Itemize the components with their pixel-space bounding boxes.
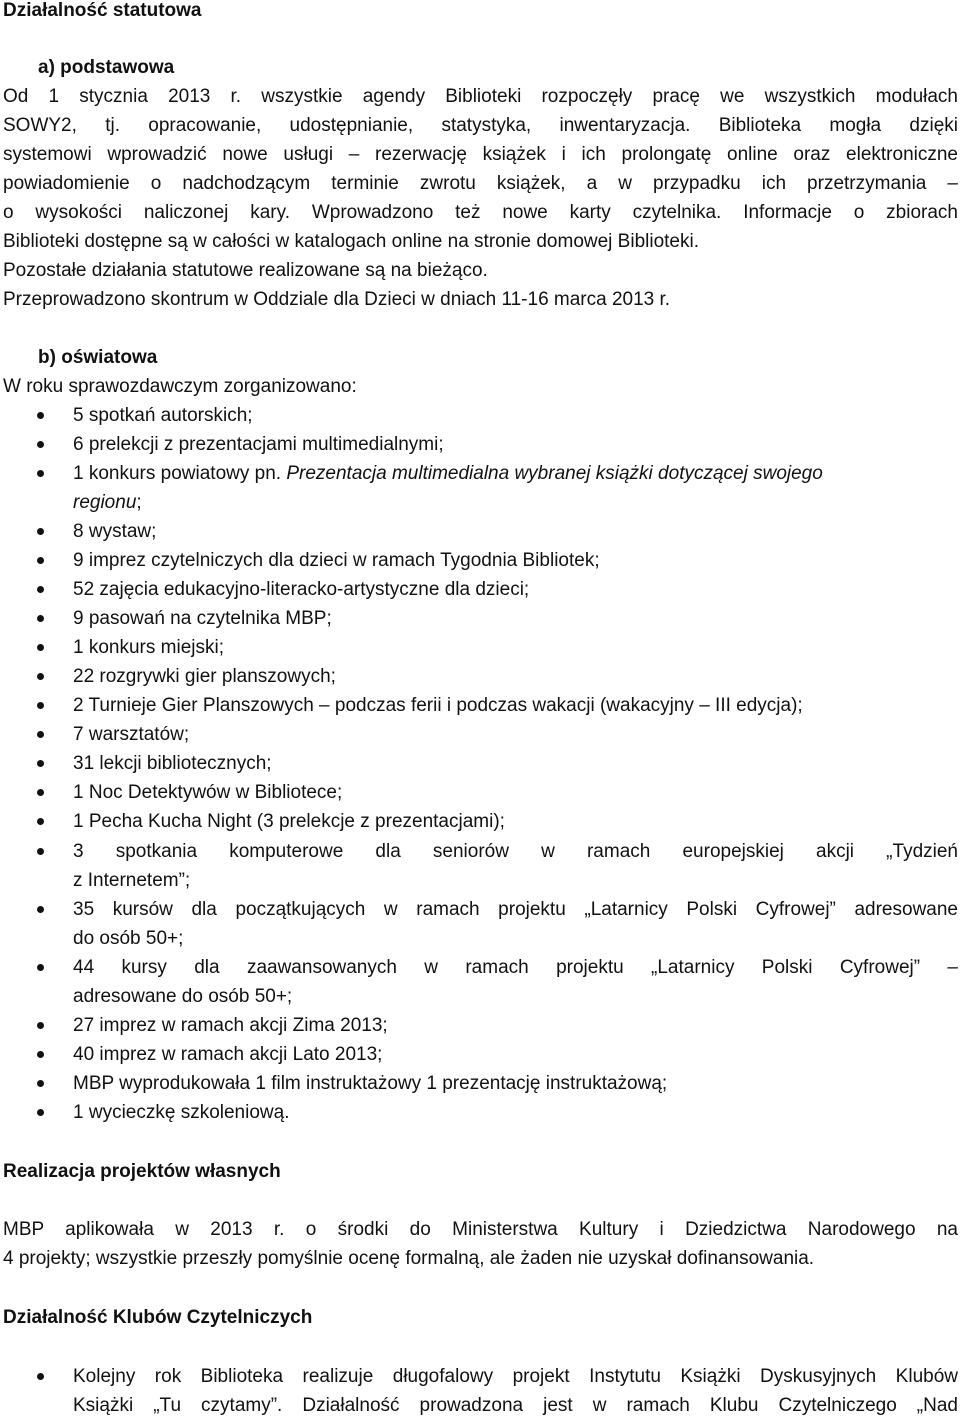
bullet-dot (37, 528, 44, 535)
bullet-dot (37, 644, 44, 651)
list-item: 8 wystaw; (73, 521, 157, 542)
list-item-text: ; (136, 492, 142, 513)
list-item-continuation: Książki „Tu czytamy”. Działalność prowadzona jest w ramach Klubu Czytelniczego „Nad (73, 1395, 958, 1416)
bullet-dot (37, 760, 44, 767)
heading-clubs: Działalność Klubów Czytelniczych (3, 1307, 313, 1328)
paragraph-projects-line: 4 projekty; wszystkie przeszły pomyślnie ocenę formalną, ale żaden nie uzyskał dofinansowania. (3, 1248, 815, 1269)
list-item-continuation: z Internetem”; (73, 870, 191, 891)
bullet-dot (37, 412, 44, 419)
bullet-dot (37, 818, 44, 825)
paragraph-a-line: Biblioteki dostępne są w całości w katalogach online na stronie domowej Biblioteki. (3, 231, 699, 252)
list-item: 35 kursów dla początkujących w ramach projektu „Latarnicy Polski Cyfrowej” adresowane (73, 899, 958, 920)
bullet-dot (37, 731, 44, 738)
list-item: Kolejny rok Biblioteka realizuje długofalowy projekt Instytutu Książki Dyskusyjnych Klubów (73, 1366, 958, 1387)
bullet-dot (37, 1373, 44, 1380)
list-item: 44 kursy dla zaawansowanych w ramach projektu „Latarnicy Polski Cyfrowej” – (73, 957, 958, 978)
list-item: 6 prelekcji z prezentacjami multimedialnymi; (73, 434, 444, 455)
subheading-b: b) oświatowa (38, 347, 158, 368)
list-item: 9 imprez czytelniczych dla dzieci w ramach Tygodnia Bibliotek; (73, 550, 600, 571)
bullet-dot (37, 702, 44, 709)
paragraph-a-line: systemowi wprowadzić nowe usługi – rezerwację książek i ich prolongatę online oraz elektroniczne (3, 144, 958, 165)
bullet-dot (37, 1109, 44, 1116)
paragraph-a-line: SOWY2, tj. opracowanie, udostępnianie, statystyka, inwentaryzacja. Biblioteka mogła dzięki (3, 115, 958, 136)
intro-b: W roku sprawozdawczym zorganizowano: (3, 376, 357, 397)
list-item-italic: Prezentacja multimedialna wybranej książki dotyczącej swojego (286, 463, 823, 484)
list-item: 9 pasowań na czytelnika MBP; (73, 608, 332, 629)
list-item: 7 warsztatów; (73, 724, 190, 745)
paragraph-a-line: o wysokości naliczonej kary. Wprowadzono też nowe karty czytelnika. Informacje o zbiorach (3, 202, 958, 223)
list-item: 1 konkurs miejski; (73, 637, 224, 658)
list-item-continuation: do osób 50+; (73, 928, 184, 949)
bullet-dot (37, 848, 44, 855)
bullet-dot (37, 1051, 44, 1058)
paragraph-a-line: powiadomienie o nadchodzącym terminie zwrotu książek, a w przypadku ich przetrzymania – (3, 173, 958, 194)
bullet-dot (37, 1022, 44, 1029)
heading-statutory: Działalność statutowa (3, 0, 202, 21)
list-item: 52 zajęcia edukacyjno-literacko-artystyczne dla dzieci; (73, 579, 530, 600)
paragraph-a-line: Przeprowadzono skontrum w Oddziale dla Dzieci w dniach 11-16 marca 2013 r. (3, 289, 671, 310)
list-item: MBP wyprodukowała 1 film instruktażowy 1 prezentację instruktażową; (73, 1073, 668, 1094)
list-item-continuation (73, 488, 958, 517)
list-item: 3 spotkania komputerowe dla seniorów w ramach europejskiej akcji „Tydzień (73, 841, 958, 862)
bullet-dot (37, 1080, 44, 1087)
list-item: 1 Pecha Kucha Night (3 prelekcje z prezentacjami); (73, 811, 505, 832)
list-item: 5 spotkań autorskich; (73, 405, 253, 426)
paragraph-projects-line: MBP aplikowała w 2013 r. o środki do Ministerstwa Kultury i Dziedzictwa Narodowego na (3, 1219, 958, 1240)
bullet-dot (37, 586, 44, 593)
paragraph-a-line: Pozostałe działania statutowe realizowane są na bieżąco. (3, 260, 488, 281)
list-item: 27 imprez w ramach akcji Zima 2013; (73, 1015, 388, 1036)
bullet-dot (37, 673, 44, 680)
bullet-dot (37, 557, 44, 564)
bullet-dot (37, 470, 44, 477)
list-item: 2 Turnieje Gier Planszowych – podczas ferii i podczas wakacji (wakacyjny – III edycja); (73, 695, 803, 716)
bullet-dot (37, 964, 44, 971)
list-item: 40 imprez w ramach akcji Lato 2013; (73, 1044, 383, 1065)
list-item-text: 1 konkurs powiatowy pn. (73, 463, 287, 484)
bullet-dot (37, 441, 44, 448)
bullet-dot (37, 615, 44, 622)
list-item: 1 wycieczkę szkoleniową. (73, 1102, 290, 1123)
bullet-dot (37, 906, 44, 913)
list-item-italic: regionu (73, 492, 137, 513)
list-item (73, 459, 958, 488)
bullet-dot (37, 789, 44, 796)
list-item-continuation: adresowane do osób 50+; (73, 986, 293, 1007)
list-item: 1 Noc Detektywów w Bibliotece; (73, 782, 343, 803)
list-item: 31 lekcji bibliotecznych; (73, 753, 272, 774)
list-item: 22 rozgrywki gier planszowych; (73, 666, 336, 687)
subheading-a: a) podstawowa (38, 57, 175, 78)
paragraph-a-line: Od 1 stycznia 2013 r. wszystkie agendy Biblioteki rozpoczęły pracę we wszystkich modułach (3, 86, 958, 107)
heading-projects: Realizacja projektów własnych (3, 1161, 281, 1182)
